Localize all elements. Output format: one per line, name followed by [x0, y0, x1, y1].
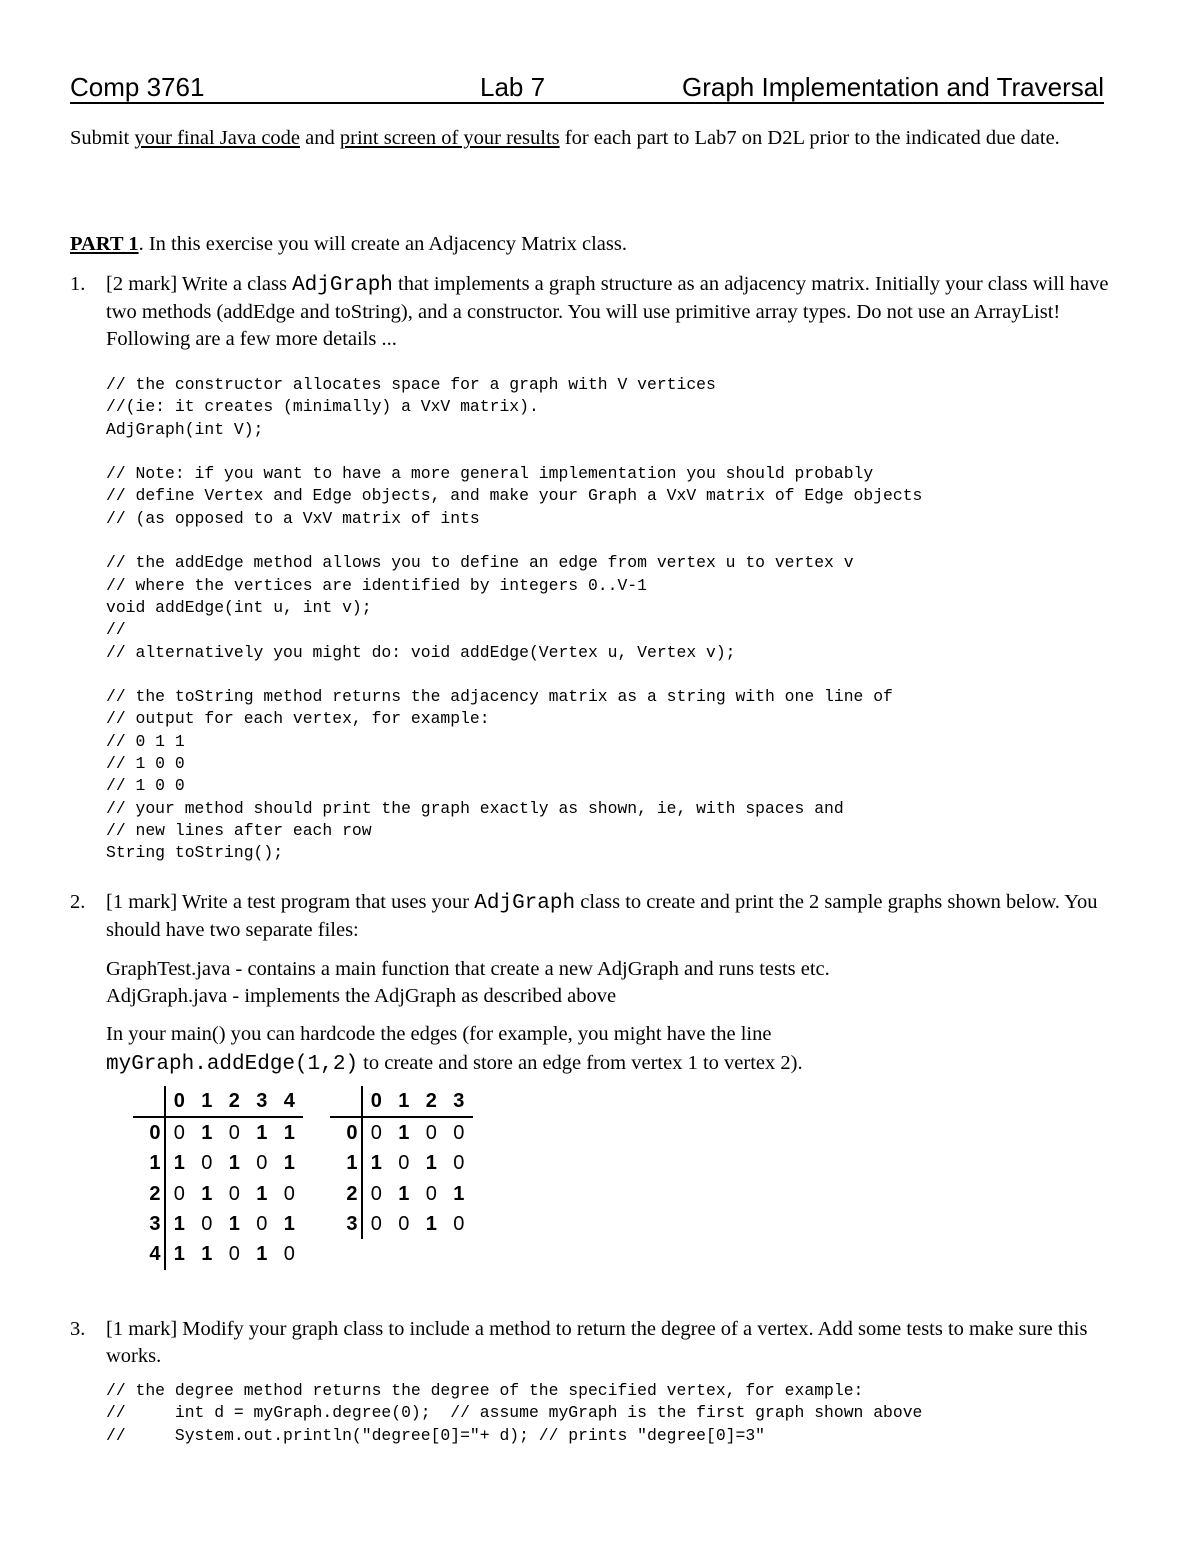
main-instructions-line1: In your main() you can hardcode the edges (for example, you might have the line: [106, 1023, 772, 1045]
matrix-cell: 0: [201, 1212, 213, 1235]
matrix-cell: 1: [398, 1121, 410, 1144]
intro-emphasis-screen: print screen of your results: [339, 127, 560, 149]
matrix-cell: 1: [453, 1182, 465, 1205]
file-adjgraph: AdjGraph.java - implements the AdjGraph as described above: [106, 985, 617, 1007]
matrix-cell: 0: [283, 1182, 295, 1205]
matrix-cell: 0: [453, 1121, 465, 1144]
main-instructions-tail: to create and store an edge from vertex 1 to vertex 2).: [358, 1052, 803, 1074]
matrix-cell: 0: [370, 1212, 382, 1235]
item-2-post: class to create and print the 2 sample graphs shown below. You should have two separate files:: [106, 891, 1098, 941]
matrix-row: [133, 1239, 303, 1269]
matrix-row-header: 2: [330, 1179, 362, 1209]
matrix-cell: 0: [228, 1121, 240, 1144]
matrix-cell: 0: [453, 1152, 465, 1175]
matrix-col-header: 3: [248, 1086, 276, 1117]
submission-instructions: [70, 124, 1130, 152]
item-3-code-block: // the degree method returns the degree of the specified vertex, for example: // int d = myGraph.degree(0); // assume myGraph is the first graph shown above // System.out.println("degree[0]="+ d); // prints "degree[0]=3": [106, 1381, 923, 1445]
matrix-row: [133, 1179, 303, 1209]
matrix-row: [330, 1179, 473, 1209]
intro-suffix: for each part to Lab7 on D2L prior to the indicated due date.: [559, 127, 1060, 149]
item-3-text: [1 mark] Modify your graph class to include a method to return the degree of a vertex. Add some tests to make sure this works.: [106, 1318, 1088, 1367]
intro-emphasis-code: your final Java code: [134, 127, 301, 149]
matrix-row: [330, 1149, 473, 1179]
page-header: [70, 72, 1104, 104]
item-1: [70, 271, 1132, 353]
matrix-cell: 1: [370, 1152, 382, 1175]
matrix-row: [133, 1209, 303, 1239]
matrix-cell: 0: [425, 1182, 437, 1205]
matrix-col-header: 2: [221, 1086, 249, 1117]
matrix-row-header: 0: [133, 1117, 165, 1148]
item-1-code-block: // the constructor allocates space for a graph with V vertices //(ie: it creates (minimally) a VxV matrix). AdjGraph(int V); // Note: if you want to have a more general implementation you should probably // define Vertex and Edge objects, and make your Graph a VxV matrix of Edge objects // (as opposed to a VxV matrix of ints // the addEdge method allows you to define an edge from vertex u to vertex v // where the vertices are identified by integers 0..V-1 void addEdge(int u, int v); // // alternatively you might do: void addEdge(Vertex u, Vertex v); // the toString method returns the adjacency matrix as a string with one line of // output for each vertex, for example: // 0 1 1 // 1 0 0 // 1 0 0 // your method should print the graph exactly as shown, ie, with spaces and // new lines after each row String toString();: [106, 375, 923, 863]
matrix-col-header: 0: [165, 1086, 194, 1117]
matrix-row: [133, 1117, 303, 1148]
matrix-col-header: 4: [276, 1086, 304, 1117]
matrix-row-header: 1: [330, 1149, 362, 1179]
intro-prefix: Submit: [70, 127, 135, 149]
matrix-row-header: 3: [330, 1209, 362, 1239]
item-1-classname: AdjGraph: [292, 274, 393, 297]
matrix-cell: 0: [201, 1152, 213, 1175]
item-2-pre: [1 mark] Write a test program that uses your: [106, 891, 475, 913]
matrix-cell: 1: [228, 1212, 240, 1235]
matrix-cell: 1: [256, 1182, 268, 1205]
matrix-cell: 1: [228, 1152, 240, 1175]
matrix-2-header-row: [330, 1086, 473, 1117]
part1-description: . In this exercise you will create an Adjacency Matrix class.: [138, 233, 627, 255]
matrix-cell: 0: [370, 1121, 382, 1144]
matrix-cell: 0: [398, 1152, 410, 1175]
matrix-cell: 1: [201, 1243, 213, 1266]
item-1-pre: [2 mark] Write a class: [106, 273, 293, 295]
matrix-cell: 1: [201, 1182, 213, 1205]
matrix-1-header-row: [133, 1086, 303, 1117]
adjacency-matrix-2: [330, 1086, 473, 1239]
matrix-col-header: 0: [362, 1086, 391, 1117]
matrix-row: [330, 1117, 473, 1148]
matrix-col-header: 3: [445, 1086, 473, 1117]
adjacency-matrix-1: [133, 1086, 303, 1270]
matrix-cell: 0: [398, 1212, 410, 1235]
matrix-cell: 1: [398, 1182, 410, 1205]
item-1-post: that implements a graph structure as an adjacency matrix. Initially your class will have two methods (addEdge and toString), and a constructor. You will use primitive array types. Do not use an ArrayList! Following are a few more details ...: [106, 273, 1109, 350]
matrix-cell: 1: [256, 1121, 268, 1144]
matrix-cell: 0: [228, 1182, 240, 1205]
part1-label: PART 1: [70, 233, 139, 255]
matrix-cell: 1: [173, 1243, 185, 1266]
item-2-classname: AdjGraph: [474, 892, 576, 915]
matrix-row-header: 1: [133, 1149, 165, 1179]
part1-heading: [70, 230, 627, 258]
matrix-cell: 0: [173, 1182, 185, 1205]
matrix-cell: 1: [283, 1212, 295, 1235]
item-1-text: [106, 271, 1132, 353]
matrix-row-header: 4: [133, 1239, 165, 1269]
matrix-col-header: 1: [193, 1086, 221, 1117]
matrix-cell: 1: [201, 1121, 213, 1144]
matrix-row-header: 3: [133, 1209, 165, 1239]
matrix-cell: 1: [425, 1212, 437, 1235]
item-1-number: 1.: [70, 273, 86, 295]
matrix-cell: 1: [425, 1152, 437, 1175]
lab-topic: Graph Implementation and Traversal: [682, 72, 1104, 102]
matrix-cell: 0: [283, 1243, 295, 1266]
matrix-cell: 0: [370, 1182, 382, 1205]
matrix-col-header: 1: [390, 1086, 418, 1117]
main-instructions-line2: [106, 1050, 803, 1078]
intro-mid: and: [300, 127, 340, 149]
matrix-cell: 1: [283, 1152, 295, 1175]
matrix-cell: 1: [173, 1212, 185, 1235]
matrix-row: [133, 1149, 303, 1179]
item-3: [70, 1316, 1132, 1370]
matrix-cell: 1: [256, 1243, 268, 1266]
matrix-col-header: 2: [418, 1086, 446, 1117]
file-graphtest: GraphTest.java - contains a main function that create a new AdjGraph and runs tests etc.: [106, 958, 830, 980]
matrix-cell: 0: [453, 1212, 465, 1235]
matrix-row-header: 0: [330, 1117, 362, 1148]
matrix-corner: [133, 1086, 165, 1117]
matrix-cell: 0: [228, 1243, 240, 1266]
matrix-row: [330, 1209, 473, 1239]
add-edge-example: myGraph.addEdge(1,2): [106, 1053, 359, 1076]
course-code: Comp 3761: [70, 72, 205, 102]
matrix-cell: 0: [173, 1121, 185, 1144]
matrix-corner: [330, 1086, 362, 1117]
item-3-number: 3.: [70, 1318, 86, 1340]
matrix-cell: 0: [256, 1152, 268, 1175]
lab-number: Lab 7: [480, 72, 546, 102]
item-2-text: [106, 889, 1132, 944]
item-2: [70, 889, 1132, 944]
matrix-row-header: 2: [133, 1179, 165, 1209]
matrix-cell: 1: [283, 1121, 295, 1144]
matrix-cell: 1: [173, 1152, 185, 1175]
item-2-number: 2.: [70, 891, 86, 913]
matrix-cell: 0: [256, 1212, 268, 1235]
matrix-cell: 0: [425, 1121, 437, 1144]
